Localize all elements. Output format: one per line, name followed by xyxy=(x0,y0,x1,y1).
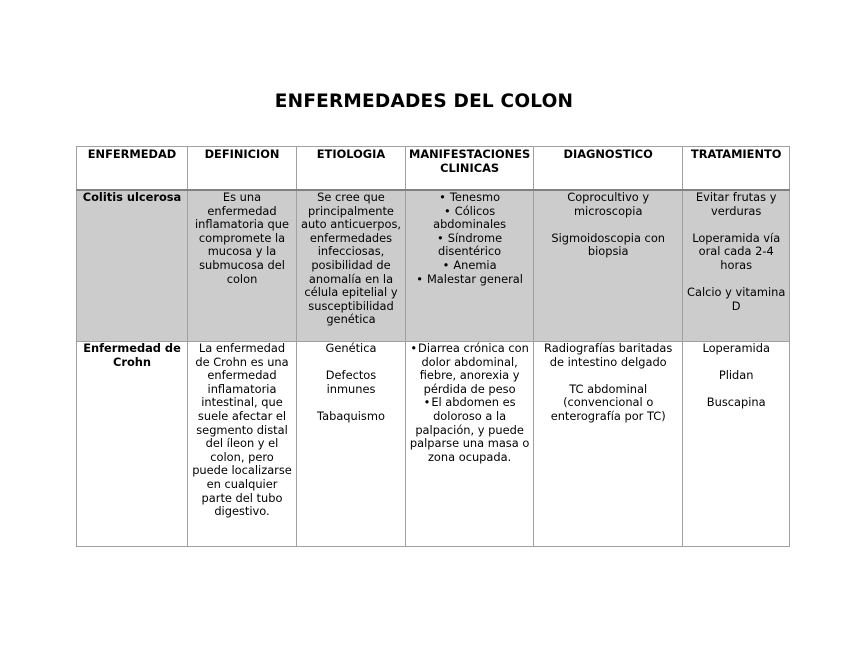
diagnosis-cell xyxy=(534,190,683,342)
etiology-item: Se cree que principalmente auto anticuerpos, enfermedades infecciosas, posibilidad de anomalía en la célula epitelial y susceptibilidad genética xyxy=(300,190,401,327)
treatment-item: Loperamida vía oral cada 2-4 horas xyxy=(692,230,781,272)
header-manifestaciones: MANIFESTACIONES CLINICAS xyxy=(406,147,534,191)
manifestations-cell xyxy=(406,342,534,547)
bullet-icon: • xyxy=(416,271,423,286)
etiology-cell xyxy=(297,190,406,342)
manifestations-list xyxy=(409,191,530,286)
header-tratamiento: TRATAMIENTO xyxy=(683,147,790,191)
manifestation-text: El abdomen es doloroso a la palpación, y puede palparse una masa o zona ocupada. xyxy=(409,395,530,464)
page-title: ENFERMEDADES DEL COLON xyxy=(274,91,574,112)
manifestations-list xyxy=(409,342,530,464)
manifestation-text: Diarrea crónica con dolor abdominal, fiebre, anorexia y pérdida de peso xyxy=(418,341,529,396)
treatment-item: Buscapina xyxy=(706,395,766,410)
bullet-icon: • xyxy=(423,395,431,410)
list-item xyxy=(409,205,530,232)
header-definicion: DEFINICION xyxy=(188,147,297,191)
manifestation-text: Malestar general xyxy=(426,271,523,286)
header-enfermedad: ENFERMEDAD xyxy=(77,147,188,191)
diagnosis-item: Coprocultivo y microscopia xyxy=(567,190,650,218)
definition-cell: La enfermedad de Crohn es una enfermedad inflamatoria intestinal, que suele afectar el segmento distal del íleon y el colon, pero puede localizarse en cualquier parte del tubo digestivo. xyxy=(188,342,297,547)
list-item xyxy=(409,232,530,259)
diagnosis-item: TC abdominal (convencional o enterografía por TC) xyxy=(550,381,666,423)
treatment-item: Plidan xyxy=(718,368,754,383)
table-row xyxy=(77,342,790,547)
definition-cell: Es una enfermedad inflamatoria que compromete la mucosa y la submucosa del colon xyxy=(188,190,297,342)
header-diagnostico: DIAGNOSTICO xyxy=(534,147,683,191)
etiology-cell xyxy=(297,342,406,547)
bullet-icon: • xyxy=(410,341,418,355)
list-item xyxy=(409,259,530,273)
bullet-icon: • xyxy=(444,203,451,218)
table-header-row xyxy=(77,147,790,191)
treatment-cell xyxy=(683,342,790,547)
treatment-cell xyxy=(683,190,790,342)
etiology-item: Defectos inmunes xyxy=(325,368,377,396)
etiology-item: Tabaquismo xyxy=(317,408,385,423)
manifestation-text: Síndrome disentérico xyxy=(438,230,503,259)
list-item xyxy=(409,273,530,287)
list-item xyxy=(409,191,530,205)
manifestation-text: Tenesmo xyxy=(449,190,501,204)
treatment-item: Evitar frutas y verduras xyxy=(695,190,777,218)
diagnosis-item: Radiografías baritadas de intestino delgado xyxy=(544,341,673,369)
diagnosis-cell xyxy=(534,342,683,547)
list-item xyxy=(409,396,530,464)
colon-diseases-table xyxy=(76,146,790,547)
bullet-icon: • xyxy=(437,230,444,245)
bullet-icon: • xyxy=(439,190,446,204)
list-item xyxy=(409,342,530,396)
disease-name: Enfermedad de Crohn xyxy=(77,342,188,547)
diagnosis-item: Sigmoidoscopia con biopsia xyxy=(551,230,666,259)
disease-name: Colitis ulcerosa xyxy=(77,190,188,342)
bullet-icon: • xyxy=(442,257,450,272)
table-row xyxy=(77,190,790,342)
manifestation-text: Anemia xyxy=(453,257,497,272)
treatment-item: Loperamida xyxy=(702,341,770,355)
treatment-item: Calcio y vitamina D xyxy=(687,285,786,313)
manifestations-cell xyxy=(406,190,534,342)
header-etiologia: ETIOLOGIA xyxy=(297,147,406,191)
manifestation-text: Cólicos abdominales xyxy=(433,203,507,232)
etiology-item: Genética xyxy=(325,341,377,355)
